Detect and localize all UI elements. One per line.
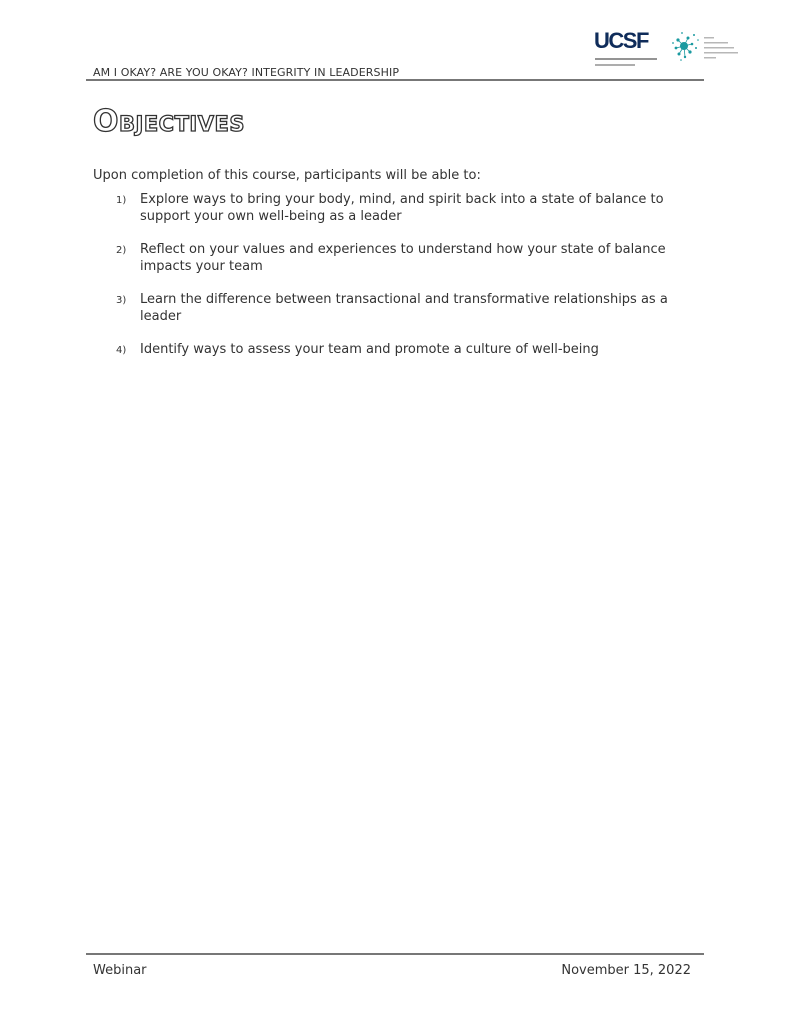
objective-number: 3) bbox=[116, 295, 127, 306]
objective-number: 4) bbox=[116, 345, 127, 356]
objectives-intro: Upon completion of this course, participants will be able to: bbox=[93, 168, 481, 183]
footer-event-type: Webinar bbox=[93, 963, 147, 978]
document-header-title: AM I OKAY? ARE YOU OKAY? INTEGRITY IN LEADERSHIP bbox=[93, 66, 400, 79]
objective-number: 1) bbox=[116, 195, 127, 206]
ucsf-logo-text: UCSF bbox=[594, 28, 648, 53]
footer-divider bbox=[86, 953, 704, 955]
objective-text: Reflect on your values and experiences to understand how your state of balance impacts your team bbox=[140, 242, 666, 274]
ucsf-logo-subtitle-line-2 bbox=[595, 64, 635, 66]
header-divider bbox=[86, 79, 704, 81]
objective-item bbox=[116, 291, 696, 325]
objective-text: Explore ways to bring your body, mind, and spirit back into a state of balance to support your own well-being as a leader bbox=[140, 192, 664, 224]
objectives-list bbox=[116, 191, 696, 374]
page-title: Objectives bbox=[93, 104, 245, 139]
ucsf-logo-subtitle-line bbox=[595, 58, 657, 60]
objective-item bbox=[116, 341, 696, 358]
objective-text: Learn the difference between transactional and transformative relationships as a leader bbox=[140, 292, 668, 324]
burst-logo bbox=[670, 28, 744, 64]
objective-item bbox=[116, 241, 696, 275]
objective-item bbox=[116, 191, 696, 225]
ucsf-logo bbox=[594, 28, 658, 72]
objective-number: 2) bbox=[116, 245, 127, 256]
objective-text: Identify ways to assess your team and promote a culture of well-being bbox=[140, 342, 599, 357]
ucsf-logo-wordmark bbox=[594, 28, 648, 54]
footer-date: November 15, 2022 bbox=[561, 963, 691, 978]
